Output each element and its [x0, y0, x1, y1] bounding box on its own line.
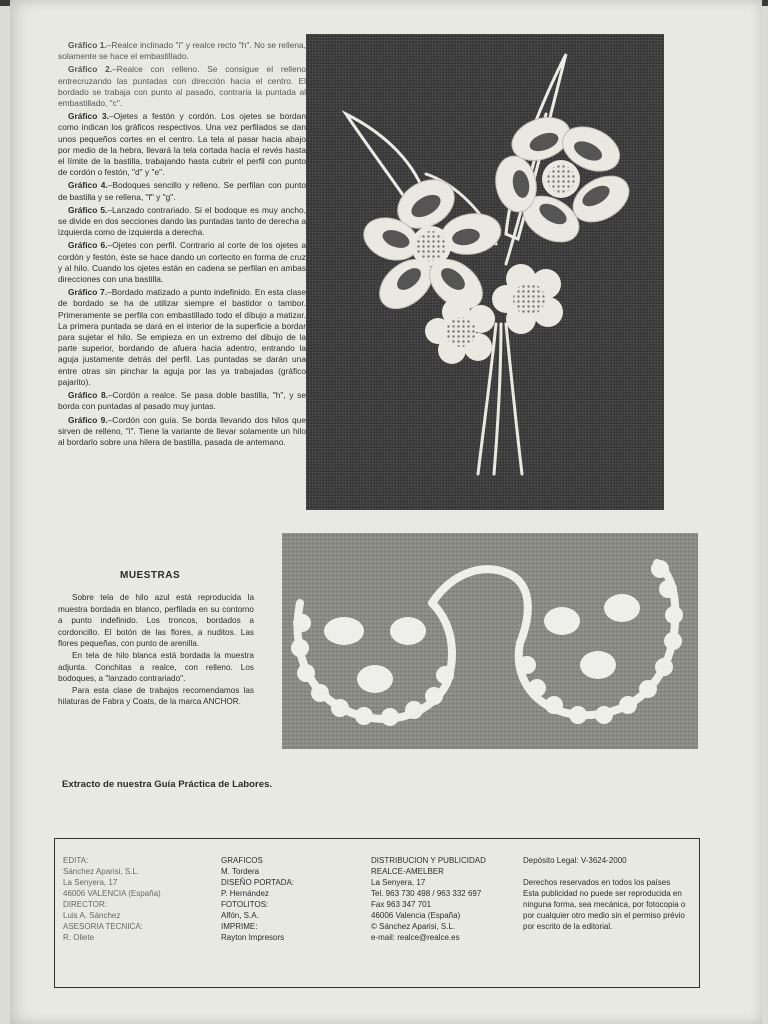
grafico-2: Gráfico 2.–Realce con relleno. Se consigue el relleno entrecruzando las puntadas con dirección hacia el centro. El bordado se trabaja con punto al pasado, contraria la puntada al embastillado, "c".	[58, 64, 306, 109]
deposito-legal: Depósito Legal: V-3624-2000	[523, 856, 627, 865]
muestras-paragraph-3: Para esta clase de trabajos recomendamos las hilaturas de Fabra y Coats, de la marca ANCHOR.	[58, 685, 254, 707]
muestras-paragraph-2: En tela de hilo blanca está bordada la muestra adjunta. Conchitas a realce, con relleno. Los bodoques, a "lanzado contrariado".	[58, 650, 254, 684]
grafico-1: Gráfico 1.–Realce inclinado "i" y realce recto "h". No se rellena, solamente se hace el embastillado.	[58, 40, 306, 62]
credits-column-edita: EDITA: Sánchez Aparisi, S.L. La Senyera, 17 46006 VALENCIA (España) DIRECTOR: Luis A. Sánchez ASESORIA TECNICA: R. Oliete	[63, 856, 161, 942]
muestras-text	[58, 592, 254, 708]
grafico-4: Gráfico 4.–Bodoques sencillo y relleno. Se perfilan con punto de bastilla y se rellena, "f" y "g".	[58, 180, 306, 202]
muestras-paragraph-1: Sobre tela de hilo azul está reproducida la muestra bordada en blanco, perfilada en su contorno a punto indefinido. Los troncos, bordados a cordoncillo. El botón de las flores, a nuditos. Las flores pequeñas, con punto de arenilla.	[58, 593, 254, 649]
grafico-6: Gráfico 6.–Ojetes con perfil. Contrario al corte de los ojetes a cordón y festón, éste se hace dando un cortecito en forma de cruz y al hilo. Cuando los ojetes están en cadena se perfilan en ambas direcciones con una bastilla.	[58, 240, 306, 285]
scallop-border-illustration	[282, 533, 698, 749]
grafico-5: Gráfico 5.–Lanzado contrariado. Si el bodoque es muy ancho, se divide en dos secciones dando las puntadas tanto de derecha a izquierda como de izquierda a derecha.	[58, 204, 306, 238]
extracto-note: Extracto de nuestra Guía Práctica de Labores.	[62, 779, 273, 790]
flower-embroidery-photo	[306, 34, 664, 510]
derechos-reservados: Derechos reservados en todos los países	[523, 878, 671, 887]
grafico-7: Gráfico 7.–Bordado matizado a punto indefinido. En esta clase de bordado se ha de utilizar siempre el bastidor o tambor. Primeramente se perfila con embastillado todo el dibujo a matizar. La primera puntada se dará en el interior de la superficie a bordar para sujetar el hilo. Se empieza en un extremo del dibujo de la parte superior, bordando de afuera hacia adentro, entrando la aguja justamente detrás del perfil. Las puntadas se darán una entre otras sin pinchar la aguja por las ya trabajadas (gráfico pajarito).	[58, 287, 307, 387]
grafico-3: Gráfico 3.–Ojetes a festón y cordón. Los ojetes se bordan como indican los gráficos respectivos. Una vez perfilados se dan unos pequeños cortes en el centro. La tela al pasar hacia abajo por medio de la hebra, llevará la tela cortada hacia el revés hasta el límite de la bastilla, trabajando hasta cubrir el perfil con punto de cordón o festón, "d" y "e".	[58, 111, 306, 178]
credits-column-distribucion: DISTRIBUCION Y PUBLICIDAD REALCE-AMELBER La Senyera, 17 Tel. 963 730 498 / 963 332 697 Fax 963 347 701 46006 Valencia (España) © Sánchez Aparisi, S.L. e-mail: realce@realce.es	[371, 856, 486, 942]
aviso-reproduccion: Esta publicidad no puede ser reproducida en ninguna forma, sea mecánica, por fotocopia o por cualquier otro medio sin el permiso prévio por escrito de la editorial.	[523, 889, 686, 931]
grafico-8: Gráfico 8.–Cordón a realce. Se pasa doble bastilla, "h", y se borda con puntadas al pasado muy juntas.	[58, 390, 306, 412]
grafico-9: Gráfico 9.–Cordón con guía. Se borda llevando dos hilos que sirven de relleno, "i". Tiene la variante de llevar solamente un hilo al bordarlo sobre una hilera de bastilla, pasada de antemano.	[58, 414, 306, 447]
credits-column-legal	[523, 855, 693, 932]
credits-box	[54, 838, 700, 988]
graficos-text	[58, 40, 306, 450]
muestras-title: MUESTRAS	[120, 570, 181, 581]
credits-column-graficos: GRAFICOS M. Tordera DISEÑO PORTADA: P. Hernández FOTOLITOS: Alfón, S.A. IMPRIME: Rayton Impresors	[221, 856, 295, 942]
scallop-border-photo	[282, 533, 698, 749]
flower-embroidery-illustration	[306, 34, 664, 510]
